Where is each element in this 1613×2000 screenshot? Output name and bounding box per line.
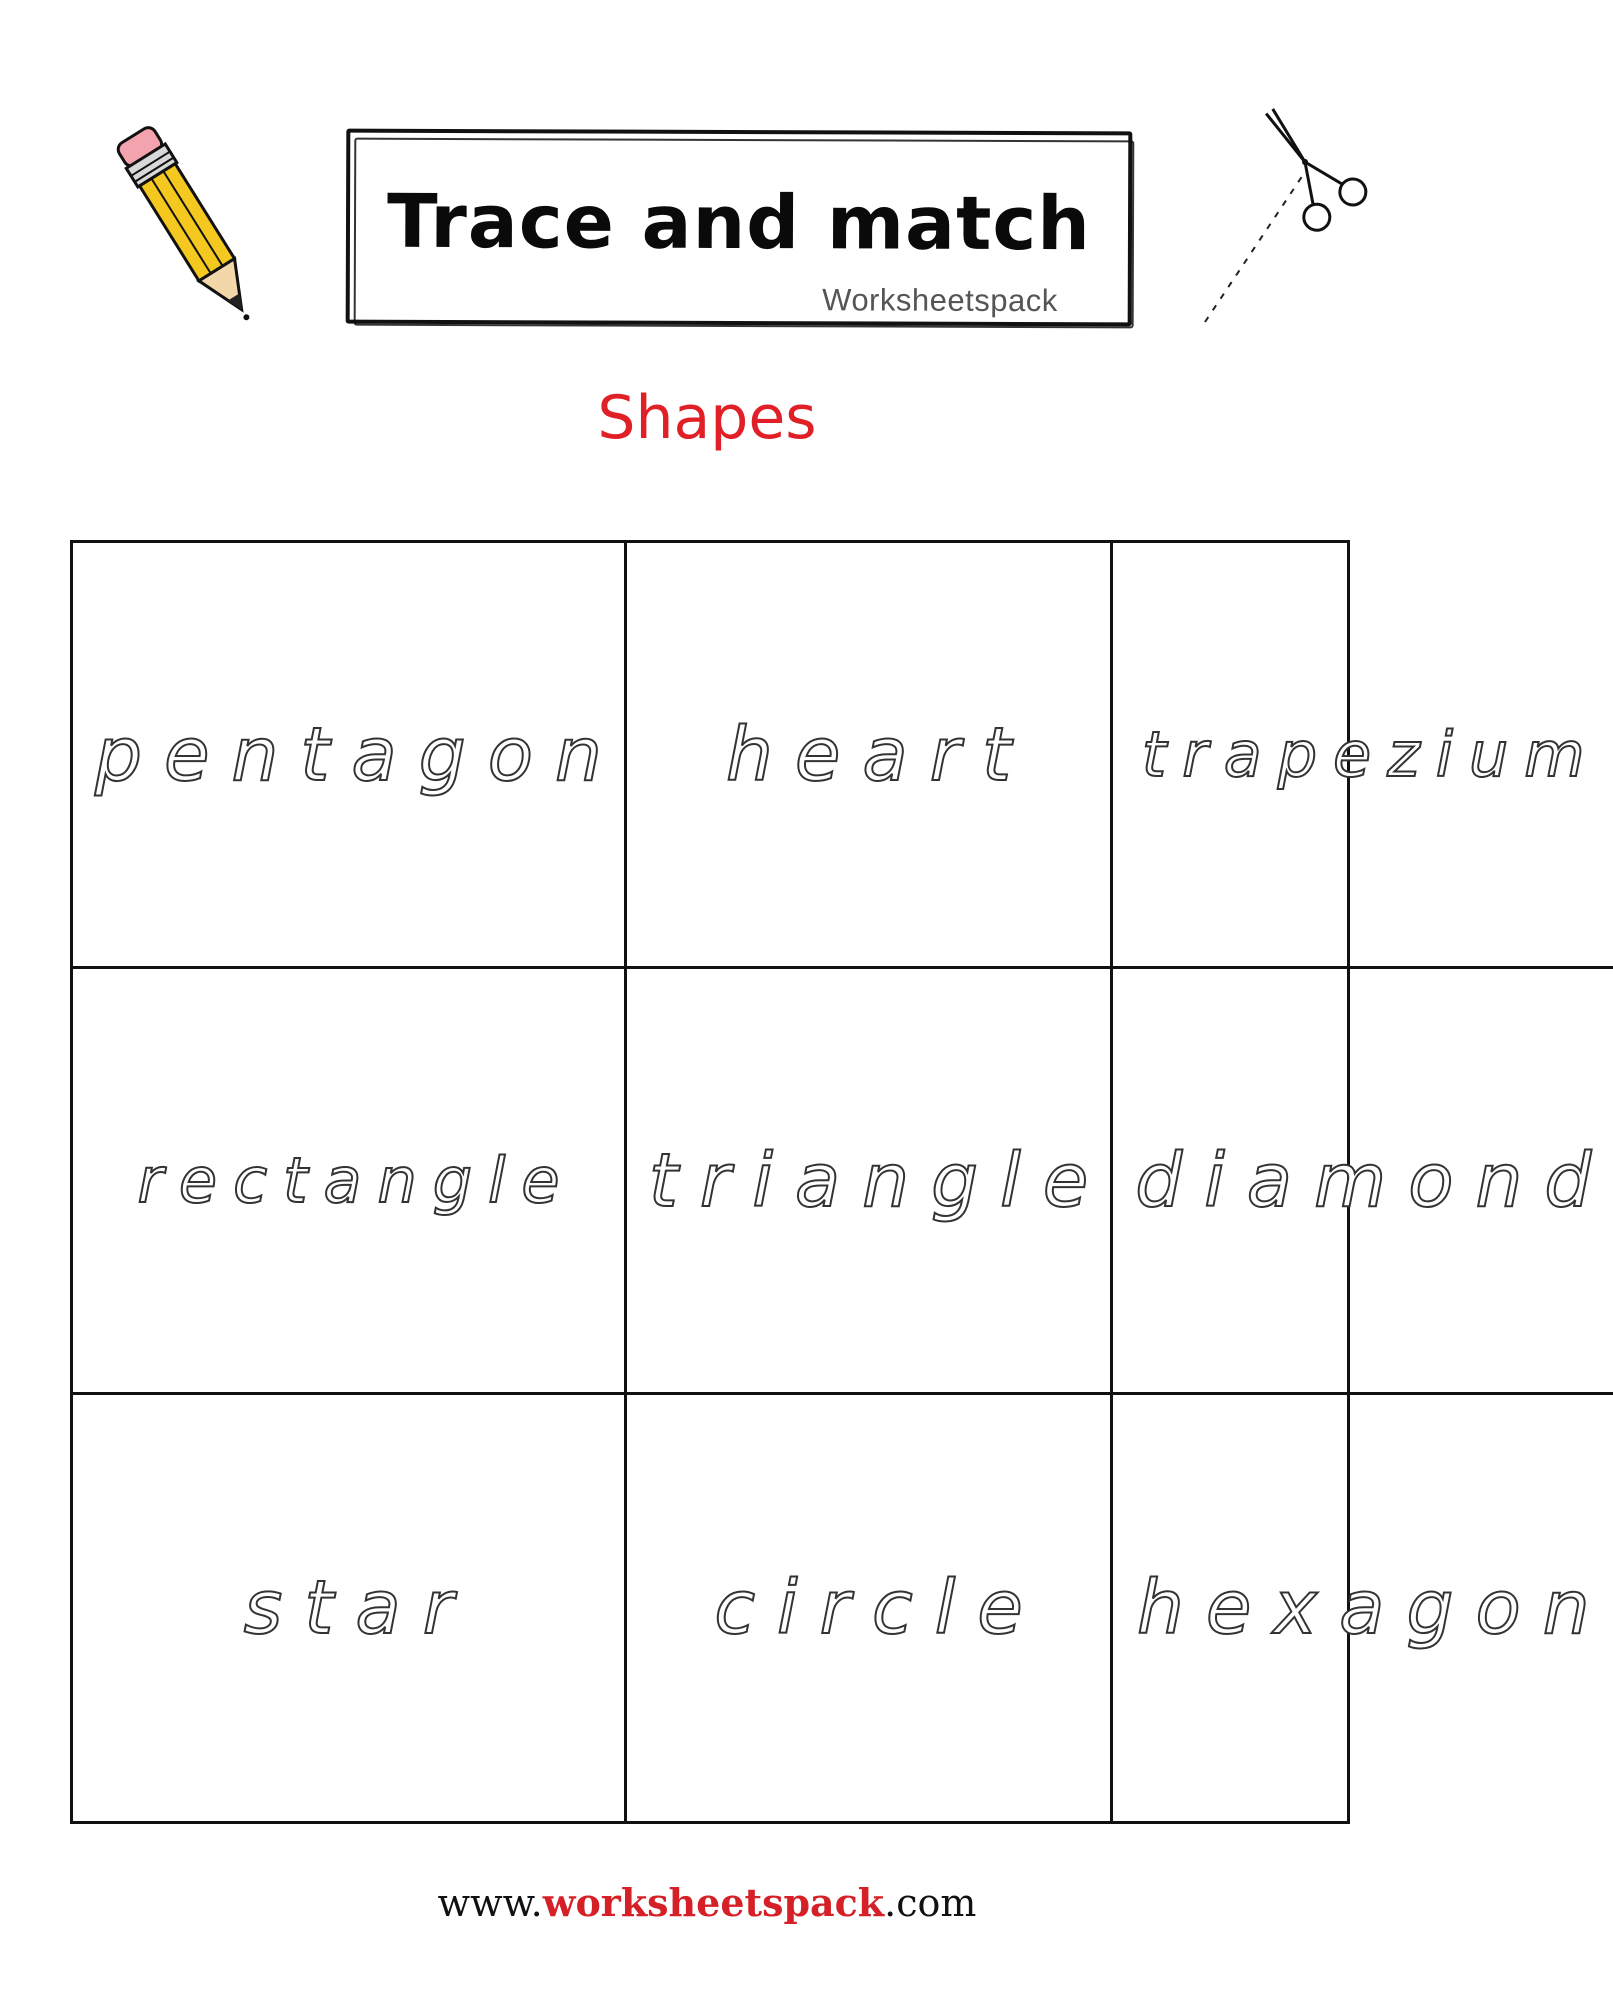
trace-word: diamond [1135,1137,1613,1224]
footer-prefix: www. [437,1881,543,1925]
footer-brand: worksheetspack [542,1880,885,1925]
trace-word: rectangle [137,1143,576,1217]
trace-cell [1113,543,1613,969]
trace-cell [73,543,627,969]
trace-cell [1113,969,1613,1395]
scissors-icon [1195,92,1370,332]
worksheet-topic: Shapes [597,383,817,453]
brand-label: Worksheetspack [822,282,1058,319]
trace-cell [627,969,1113,1395]
trace-cell [73,969,627,1395]
trace-cell [627,543,1113,969]
footer-url[interactable] [0,1880,1414,1925]
title-box [346,129,1133,327]
page-title: Trace and match [386,178,1092,268]
trace-grid [70,540,1613,1824]
trace-cell [1113,1395,1613,1821]
trace-word: pentagon [95,711,624,798]
trace-word: triangle [648,1137,1111,1224]
footer-suffix: .com [884,1881,977,1925]
trace-word: hexagon [1136,1565,1612,1651]
pencil-icon [118,118,268,338]
trace-word: star [243,1565,476,1651]
trace-cell [627,1395,1113,1821]
trace-cell [73,1395,627,1821]
trace-word: heart [725,711,1034,798]
trace-word: trapezium [1141,717,1601,791]
trace-word: circle [714,1565,1045,1651]
